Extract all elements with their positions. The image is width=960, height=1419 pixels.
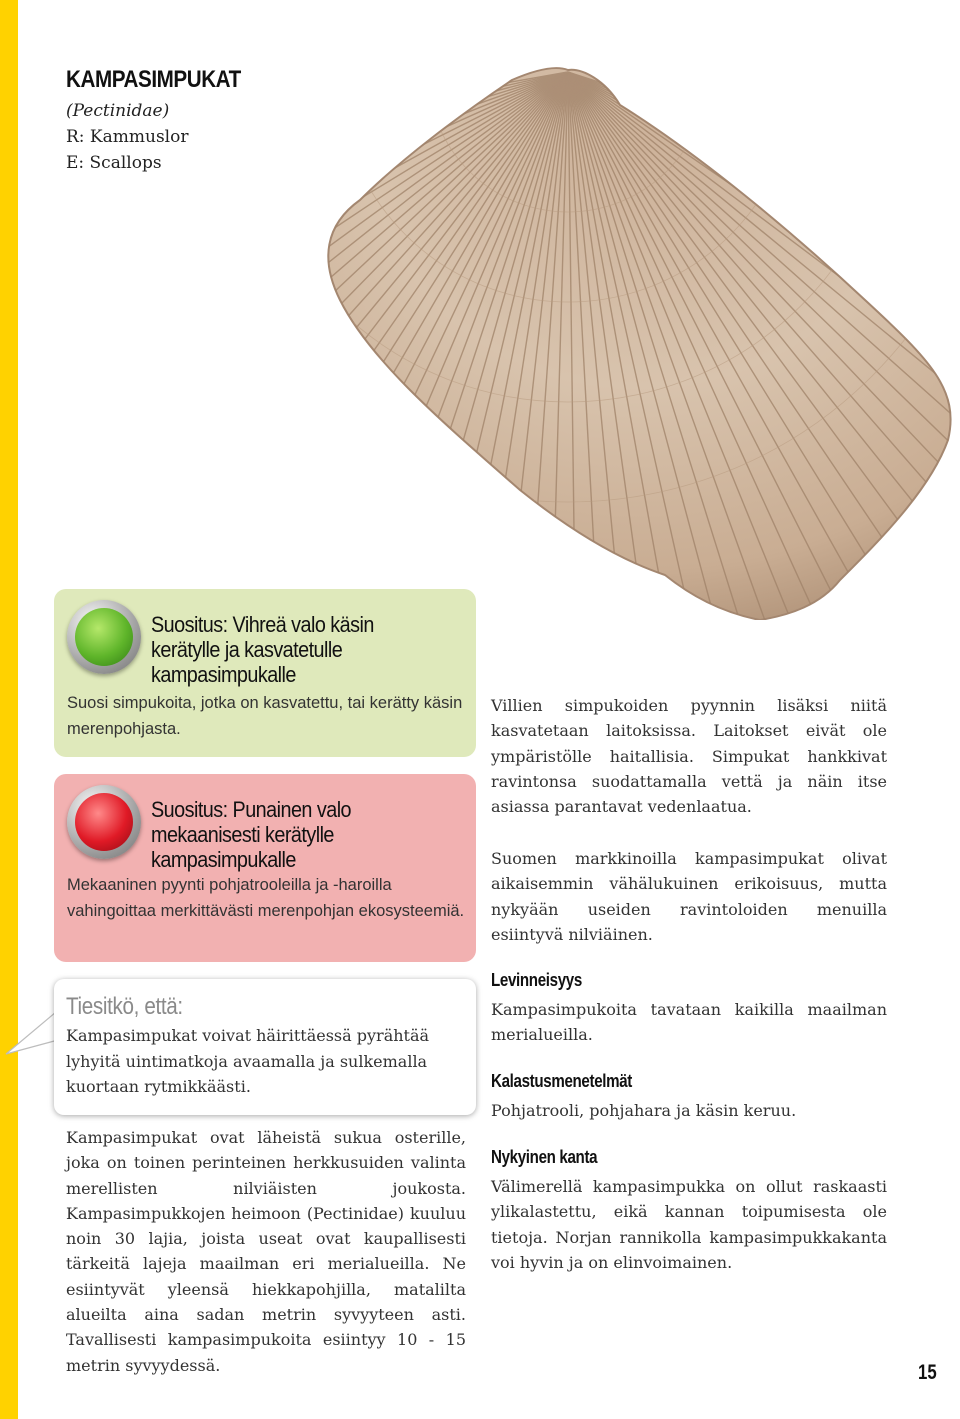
page-number: 15	[918, 1361, 937, 1384]
page-title: KAMPASIMPUKAT	[66, 66, 241, 93]
right-paragraph-2: Suomen markkinoilla kampasimpukat olivat aikaisemmin vähälukuinen erikoisuus, mutta nykyään useiden ravintoloiden menuilla esiintyvä nilviäinen.	[491, 849, 887, 944]
swedish-name: R: Kammuslor	[66, 127, 189, 147]
green-box-text: Suosi simpukoita, jotka on kasvatettu, tai kerätty käsin merenpohjasta.	[67, 694, 463, 738]
fishing-methods-text: Pohjatrooli, pohjahara ja käsin keruu.	[491, 1101, 797, 1120]
distribution-heading: Levinneisyys	[491, 970, 582, 990]
right-paragraph-1: Villien simpukoiden pyynnin lisäksi niitä kasvatetaan laitoksissa. Laitokset eivät ole ympäristölle haitallisia. Simpukat hankkivat ravintonsa suodattamalla vettä ja näin itse asiassa parantavat vedenlaatua.	[491, 696, 887, 817]
distribution-text: Kampasimpukoita tavataan kaikilla maailman merialueilla.	[491, 1000, 887, 1045]
red-light-icon	[67, 785, 141, 859]
scallop-shell-image	[320, 60, 960, 620]
left-body-paragraph: Kampasimpukat ovat läheistä sukua osterille, joka on toinen perinteinen herkkusuiden valinta merellisten nilviäisten joukosta. Kampasimpukkojen heimoon (Pectinidae) kuuluu noin 30 lajia, joista useat ovat kaupallisesti tärkeitä lajeja maailman eri merialueilla. Ne esiintyvät yleensä hiekkapohjilla, matalilta alueilta aina sadan metrin syvyyteen asti. Tavallisesti kampasimpukoita esiintyy 10 - 15 metrin syvyydessä.	[66, 1128, 466, 1375]
fishing-methods-heading: Kalastusmenetelmät	[491, 1071, 633, 1091]
did-you-know-callout	[54, 979, 476, 1115]
current-stock-heading: Nykyinen kanta	[491, 1147, 598, 1167]
callout-text: Kampasimpukat voivat häirittäessä pyrähtää lyhyitä uintimatkoja avaamalla ja sulkemalla kuortaan rytmikkäästi.	[66, 1026, 430, 1096]
yellow-margin-bar	[0, 0, 18, 1419]
red-box-heading: Suositus: Punainen valo mekaanisesti kerätylle kampasimpukalle	[151, 797, 352, 872]
green-recommendation-box	[54, 589, 476, 757]
green-box-heading: Suositus: Vihreä valo käsin kerätylle ja kasvatetulle kampasimpukalle	[151, 612, 374, 687]
red-recommendation-box	[54, 774, 476, 962]
current-stock-text: Välimerellä kampasimpukka on ollut raskaasti ylikalastettu, eikä kannan toipumisesta ole tietoja. Norjan rannikolla kampasimpukkakanta voi hyvin ja on elinvoimainen.	[491, 1177, 887, 1272]
red-box-text: Mekaaninen pyynti pohjatrooleilla ja -haroilla vahingoittaa merkittävästi merenpohjan ekosysteemiä.	[67, 876, 465, 920]
callout-heading: Tiesitkö, että:	[66, 993, 183, 1020]
english-name: E: Scallops	[66, 153, 162, 173]
latin-name: (Pectinidae)	[66, 101, 170, 121]
green-light-icon	[67, 600, 141, 674]
